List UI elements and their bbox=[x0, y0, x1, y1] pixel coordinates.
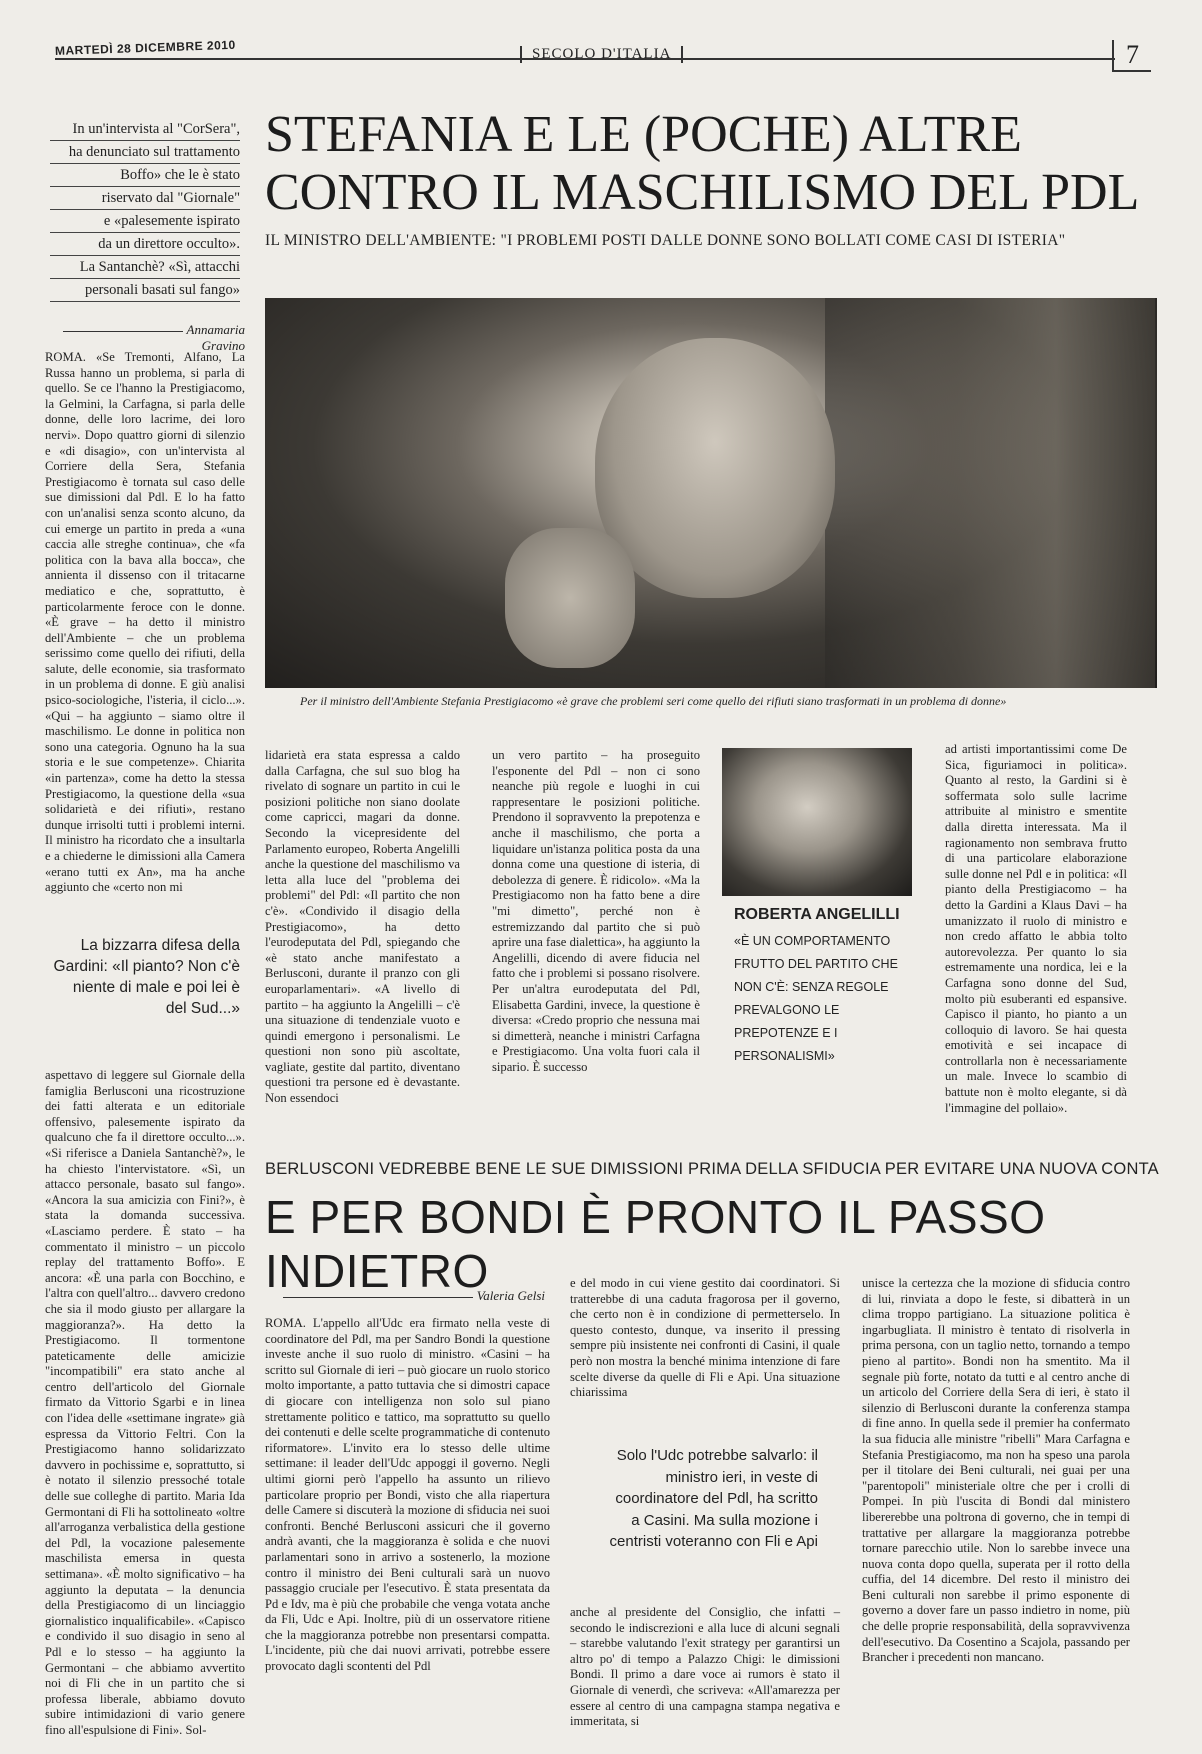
article-text: ad artisti importantissimi come De Sica, figuriamoci in politica». Quanto al resto, la Gardini si è soffermata solo sulle lacrime attribuite al ministro e smentite dalla diretta interessata. Ma il ragionamento non sembrava frutto di una particolare elaborazione sulle donne nel Pdl e in politica: «Il pianto della Prestigiacomo – ha detto la Gardini a Klaus Davi – ha umanizzato il ruolo di ministro e non credo affatto le abbia tolto autorevolezza. Per quanto lo sia estremamente una nordica, lei e la Carfagna sono donne del Sud, molto più esuberanti ed espansive. Capisco il pianto, ho pianto a un colloquio di lavoro. Se hai questa emotività e sei incapace di controllarla non è necessariamente un male. Invece lo scambio di battute non è molto elegante, si dà l'immagine del pollaio». bbox=[945, 742, 1127, 1115]
article-text: ROMA. «Se Tremonti, Alfano, La Russa hanno un problema, si parla di quello. Se ce l'hanno la Prestigiacomo, la Gelmini, la Carfagna, si parla delle donne, delle loro lacrime, dei loro nervi». Dopo quattro giorni di silenzio e «di disagio», con un'intervista al Corriere della Sera, Stefania Prestigiacomo è tornata sul caso delle sue dimissioni dal Pdl. E lo ha fatto con un'analisi senza sconto alcuno, da cui emerge un partito in preda a «una caccia alle streghe continua», che «fa politica con la bava alla bocca», che annienta il dissenso con il tritacarne mediatico e che, soprattutto, è particolarmente feroce con le donne. «È grave – ha detto il ministro dell'Ambiente – che un problema serissimo come quello dei rifiuti, della salute, delle economie, sia trasformato in un problema di donne. E giù analisi psico-sociologiche, l'isteria, il ciclo...». «Qui – ha aggiunto – siamo oltre il maschilismo. Le donne in politica non sono una categoria. Ognuno ha la sua storia e le sue competenze». Chiarita «in partenza», come ha detto la stessa Prestigiacomo, la questione della «sua solidarietà e dei rifiuti», restano dunque irrisolti tutti i problemi interni. Il ministro ha ricordato che a insultarla e a chiederne le dimissioni alla Camera «erano tutti ex An», ma ha anche aggiunto che «certo non mi bbox=[45, 350, 245, 895]
main-headline-line: CONTRO IL MASCHILISMO DEL PDL bbox=[265, 164, 1140, 221]
article-text: ROMA. L'appello all'Udc era firmato nella veste di coordinatore del Pdl, ma per Sandro Bondi la questione investe anche il suo ruolo di ministro. «Casini – ha scritto sul Giornale di ieri – può giocare un ruolo storico molto importante, a patto tuttavia che si dimostri capace di giocare con intelligenza non solo sul piano strettamente politico e tattico, ma soprattutto su quello dei contenuti e delle scelte programmatiche di contenuto riformatore». L'invito era lo stesso delle ultime settimane: il leader dell'Udc appoggi il governo. Negli ultimi giorni però l'appello ha assunto un rilievo particolare proprio per Bondi, visto che alla riapertura delle Camere si discuterà la mozione di sfiducia nei suoi confronti. Benché Berlusconi assicuri che il governo andrà avanti, che la maggioranza è solida e che nuovi parlamentari sono in arrivo a sostenerlo, la mozione contro il ministro dei Beni culturali sarà un nuovo passaggio cruciale per l'esecutivo. È stata presentata da Pd e Idv, ma è più che probabile che venga votata anche da Fli, Udc e Api. Inoltre, più di un osservatore ritiene che la maggioranza potrebbe non presentarsi compatta. L'incidente, più che dai nuovi arrivati, potrebbe essere provocato dagli scontenti del Pdl bbox=[265, 1316, 551, 1674]
summary-line: Boffo» che le è stato bbox=[50, 164, 240, 187]
newspaper-name: SECOLO D'ITALIA bbox=[520, 46, 683, 63]
pull-quote: La bizzarra difesa della Gardini: «Il pianto? Non c'è niente di male e poi lei è del Sud...» bbox=[53, 937, 240, 1017]
article-column bbox=[570, 1276, 840, 1426]
second-headline: E PER BONDI È PRONTO IL PASSO INDIETRO bbox=[265, 1191, 1046, 1297]
second-kicker: BERLUSCONI VEDREBBE BENE LE SUE DIMISSIONI PRIMA DELLA SFIDUCIA PER EVITARE UNA NUOVA CONTA bbox=[265, 1160, 1159, 1178]
main-headline bbox=[265, 106, 1165, 222]
byline-author: Annamaria Gravino bbox=[186, 322, 245, 353]
photo-shape bbox=[505, 528, 635, 668]
article-column bbox=[45, 1068, 245, 1738]
article-text: anche al presidente del Consiglio, che infatti – secondo le indiscrezioni e alla luce di alcuni segnali – starebbe valutando l'exit strategy per garantirsi un altro po' di tempo a Palazzo Chigi: le dimissioni Bondi. Il primo a dare voce ai rumors è stato il Giornale di venerdì, che scriveva: «All'amarezza per essere al centro di una campagna stampa negativa e immeritata, si bbox=[570, 1605, 840, 1729]
summary-line: riservato dal "Giornale" bbox=[50, 187, 240, 210]
article-column bbox=[862, 1276, 1130, 1742]
byline-rule bbox=[63, 331, 183, 332]
summary-line: In un'intervista al "CorSera", bbox=[50, 118, 240, 141]
pull-quote: Solo l'Udc potrebbe salvarlo: il ministro ieri, in veste di coordinatore del Pdl, ha scritto a Casini. Ma sulla mozione i centristi voteranno con Fli e Api bbox=[609, 1447, 818, 1550]
quote-box-name: ROBERTA ANGELILLI bbox=[734, 906, 900, 923]
summary-line: personali basati sul fango» bbox=[50, 279, 240, 302]
summary-line: ha denunciato sul trattamento bbox=[50, 141, 240, 164]
summary-line: da un direttore occulto». bbox=[50, 233, 240, 256]
summary-line: e «palesemente ispirato bbox=[50, 210, 240, 233]
article-column bbox=[265, 748, 460, 1106]
article-text: un vero partito – ha proseguito l'esponente del Pdl – non ci sono neanche più regole e luoghi in cui rappresentare le posizioni politiche. Prendono il sopravvento la prepotenza e anche il maschilismo, che porta a liquidare un'istanza politica posta da una donna come una questione di isteria, di debolezza di genere. È ridicolo». «Ma la Prestigiacomo non ha fatto bene a dire "mi dimetto", perché non è estremizzando dal partito che si può aprire una fase dialettica», ha aggiunto la Angelilli, dicendo di avere fiducia nel fatto che i problemi si possano risolvere. Per un'altra eurodeputata del Pdl, Elisabetta Gardini, invece, la questione è diversa: «Credo proprio che nessuna mai si dimetterà, neanche i ministri Carfagna e Prestigiacomo. Una volta fuori cala il sipario. È successo bbox=[492, 748, 700, 1074]
article-column bbox=[570, 1605, 840, 1740]
byline-author: Valeria Gelsi bbox=[476, 1288, 545, 1303]
photo-shape bbox=[825, 298, 1155, 688]
article-text: aspettavo di leggere sul Giornale della famiglia Berlusconi una ricostruzione dei fatti alterata e un editoriale offensivo, palesemente ispirato da qualcuno che fa il direttore occulto...». «Si riferisce a Daniela Santanchè?», le ha chiesto l'intervistatore. «Sì, un attacco personale, basato sul fango». «Ancora la sua amicizia con Fini?», è stata la domanda successiva. «Lasciamo perdere. È stato – ha commentato il ministro – un piccolo replay del trattamento Boffo». E ancora: «È una parla con Bocchino, e l'altra con quell'altro... davvero credono che sia il modo giusto per allargare la maggioranza?». Ha detto la Prestigiacomo. Il tormentone pateticamente delle amicizie "incompatibili" era stato anche al centro dell'articolo del Giornale firmato da Vittorio Sgarbi e in linea con l'idea delle «settimane ingrate» già espressa da Vittorio Feltri. Con la Prestigiacomo hanno solidarizzato davvero in pochissime e, soprattutto, si è notato il silenzio pressoché totale delle sue colleghe di partito. Maria Ida Germontani di Fli ha sottolineato «oltre all'arroganza verbalistica della gestione del Pdl, la vocazione palesemente maschilista emersa in questa settimana». «È molto significativo – ha aggiunto la deputata – la denuncia della Prestigiacomo di un linciaggio giornalistico inqualificabile». «Capisco e condivido il suo disagio in seno al Pdl e lo stesso – ha aggiunto la Germontani – che abbiamo avvertito noi di Fli che in un partito che si professa liberale, abbiamo dovuto subire intimidazioni di vario genere fino all'espulsione di Fini». Sol- bbox=[45, 1068, 246, 1737]
quote-box-text: «È UN COMPORTAMENTO FRUTTO DEL PARTITO CHE NON C'È: SENZA REGOLE PREVALGONO LE PREPOTENZE E I PERSONALISMI» bbox=[734, 934, 898, 1063]
article-text: lidarietà era stata espressa a caldo dalla Carfagna, che sul suo blog ha rivelato di sognare un partito in cui le posizioni politiche non siano doolate come capricci, magari da donne. Secondo la vicepresidente del Parlamento europeo, Roberta Angelilli anche la questione del maschilismo va letta alla luce del "problema dei problemi" del Pdl: «Il partito che non c'è». «Condivido il disagio della Prestigiacomo», ha detto l'eurodeputata del Pdl, spiegando che «è stato anche manifestato a Berlusconi, durante il pranzo con gli europarlamentari». «A livello di partito – ha aggiunto la Angelilli – c'è una situazione di tendenziale vuoto e quindi emergono i personalismi. Le questioni non sono più ascoltate, vagliate, gestite dal partito, diventano questioni tra persone ed è devastante. Non essendoci bbox=[265, 748, 460, 1106]
page-number: 7 bbox=[1112, 40, 1151, 72]
article-column bbox=[945, 742, 1127, 1115]
main-headline-line: STEFANIA E LE (POCHE) ALTRE bbox=[265, 106, 1022, 163]
lead-photo bbox=[265, 298, 1157, 688]
article-column bbox=[265, 1316, 550, 1741]
issue-date: MARTEDÌ 28 DICEMBRE 2010 bbox=[54, 37, 236, 58]
article-column bbox=[45, 350, 245, 910]
byline-rule bbox=[283, 1297, 473, 1298]
main-subhead: IL MINISTRO DELL'AMBIENTE: "I PROBLEMI POSTI DALLE DONNE SONO BOLLATI COME CASI DI ISTERIA" bbox=[265, 232, 1066, 249]
summary-line: La Santanchè? «Sì, attacchi bbox=[50, 256, 240, 279]
article-text: unisce la certezza che la mozione di sfiducia contro di lui, rinviata a dopo le feste, si dibatterà in un clima troppo partigiano. La situazione politica è ingarbugliata. Il ministro è tentato di risolverla in prima persona, con un taglio netto, tornando a tempo pieno al partito». Bondi non ha smentito. Ma il segnale più forte, notato da tutti e al centro anche di un articolo del Corriere della Sera di ieri, è stato il silenzio di Berlusconi durante la conferenza stampa di fine anno. In quella sede il premier ha confermato la sua fiducia alle ministre "ribelli" Mara Carfagna e Stefania Prestigiacomo, ma non ha speso una parola per il titolare dei Beni culturali, nei guai per una "parentopoli" ministeriale oltre che per i crolli di Pompei. In più l'uscita di Bondi dal ministero libererebbe una poltrona di governo, che in tempi di trattative per allargare la maggioranza potrebbe tornare parecchio utile. Non lo sarebbe invece una nuova conta dopo quella, superata per il rotto della cuffia, del 14 dicembre. Del resto il ministro dei Beni culturali non sarebbe il primo esponente di governo a dover fare un passo indietro in nome, più che delle proprie responsabilità, della sopravvivenza dell'esecutivo. Da Cosentino a Scajola, passando per Brancher i precedenti non mancano. bbox=[862, 1276, 1130, 1665]
portrait-photo bbox=[722, 748, 912, 896]
article-column bbox=[492, 748, 700, 1098]
article-text: e del modo in cui viene gestito dai coordinatori. Si tratterebbe di una caduta fragorosa per il governo, che certo non è in condizione di permetterselo. In questo contesto, dunque, va inserito il pressing sempre più insistente nei confronti di Casini, il quale però non mostra la benché minima intenzione di fare scelte diverse da quelle di Fli e Api. Una situazione chiarissima bbox=[570, 1276, 840, 1400]
photo-shape bbox=[595, 338, 835, 598]
byline bbox=[265, 1288, 545, 1304]
photo-caption: Per il ministro dell'Ambiente Stefania Prestigiacomo «è grave che problemi seri come quello dei rifiuti siano trasformati in un problema di donne» bbox=[300, 694, 1007, 708]
summary-box bbox=[50, 118, 240, 302]
